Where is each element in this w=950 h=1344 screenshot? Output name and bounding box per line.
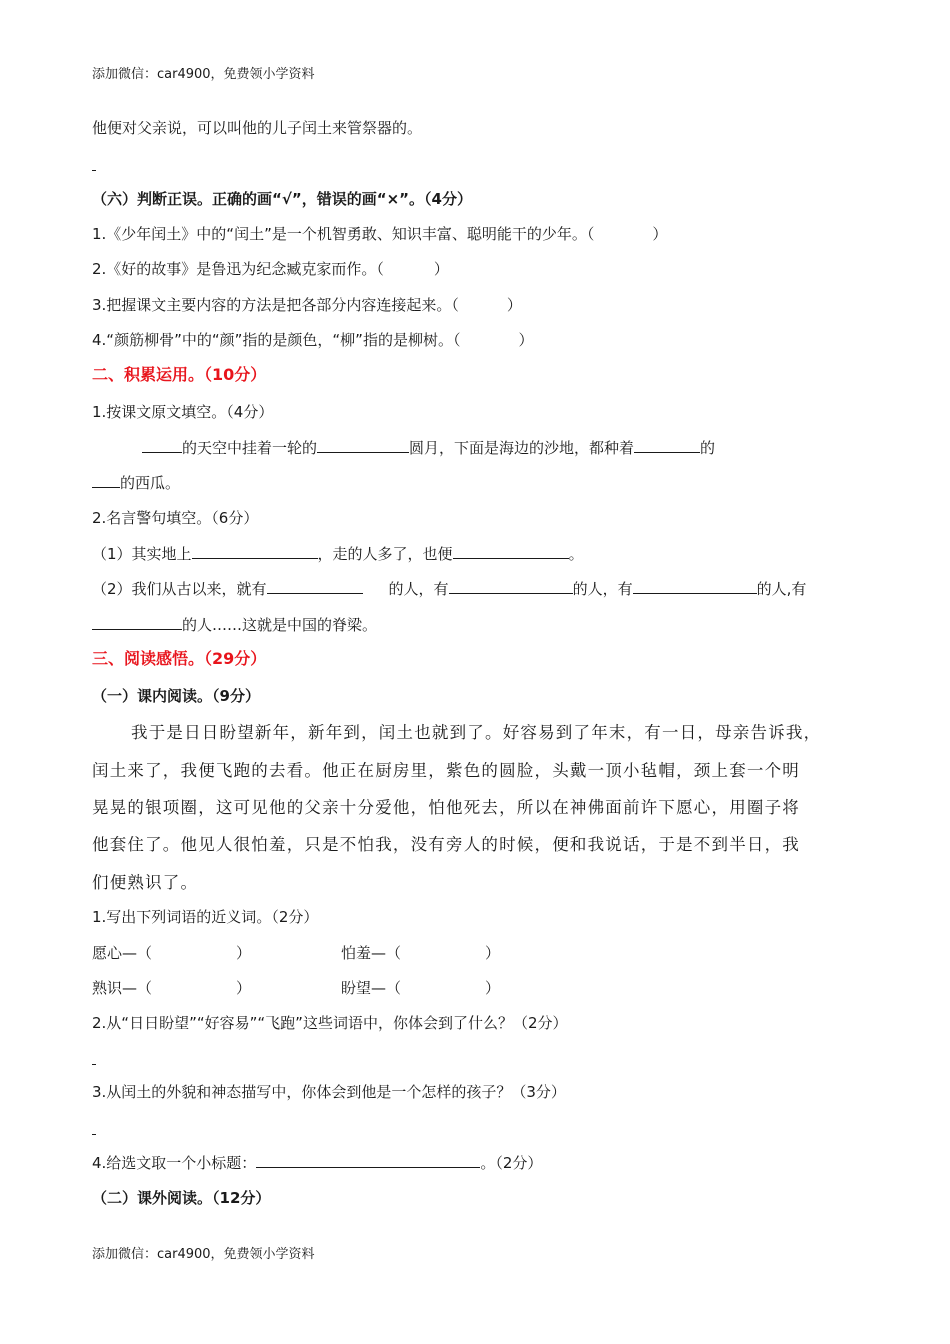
page-header: 添加微信：car4900，免费领小学资料	[92, 67, 315, 82]
synonym-question-title: 1.写出下列词语的近义词。（2分）	[92, 908, 319, 926]
answer-line-marker[interactable]	[92, 1134, 96, 1135]
judge-item-3: 3.把握课文主要内容的方法是把各部分内容连接起来。（ ）	[92, 296, 522, 314]
title-blank[interactable]	[256, 1152, 480, 1168]
answer-line-marker	[92, 170, 96, 171]
blank-5[interactable]	[192, 543, 318, 559]
quote-line-3: 的人……这就是中国的脊梁。	[92, 614, 377, 636]
judge-item-1: 1.《少年闰土》中的“闰土”是一个机智勇敢、知识丰富、聪明能干的少年。（ ）	[92, 225, 668, 243]
passage-line-4: 他套住了。他见人很怕羞，只是不怕我，没有旁人的时候，便和我说话，于是不到半日，我	[92, 835, 800, 854]
part6-title: （六）判断正误。正确的画“√”，错误的画“×”。（4分）	[92, 190, 472, 208]
blank-10[interactable]	[92, 614, 182, 630]
quote-question-title: 2.名言警句填空。（6分）	[92, 509, 259, 527]
blank-8[interactable]	[449, 578, 573, 594]
section2-title: 二、积累运用。（10分）	[92, 365, 267, 384]
fill-line-2: 的西瓜。	[92, 472, 180, 494]
quote-line-1: （1）其实地上 ，走的人多了，也便 。	[92, 545, 584, 563]
passage-line-2: 闰土来了，我便飞跑的去看。他正在厨房里，紫色的圆脸，头戴一顶小毡帽，颈上套一个明	[92, 761, 800, 780]
page-footer: 添加微信：car4900，免费领小学资料	[92, 1247, 315, 1262]
quote-line-2: （2）我们从古以来，就有 的人，有 的人，有 的人,有	[92, 580, 807, 598]
intro-line: 他便对父亲说，可以叫他的儿子闰土来管祭器的。	[92, 119, 423, 137]
synonym-1: 愿心—（ ）	[92, 944, 252, 962]
judge-item-4: 4.“颜筋柳骨”中的“颜”指的是颜色，“柳”指的是柳树。（ ）	[92, 331, 534, 349]
passage-line-1: 我于是日日盼望新年，新年到，闰土也就到了。好容易到了年末，有一日，母亲告诉我，	[131, 723, 822, 742]
section3-title: 三、阅读感悟。（29分）	[92, 649, 267, 668]
judge-item-2: 2.《好的故事》是鲁迅为纪念臧克家而作。（ ）	[92, 260, 449, 278]
reading1-title: （一）课内阅读。（9分）	[92, 687, 260, 705]
reading-question-3: 3.从闰土的外貌和神态描写中，你体会到他是一个怎样的孩子？（3分）	[92, 1083, 566, 1101]
synonym-4: 盼望—（ ）	[341, 979, 501, 997]
blank-6[interactable]	[453, 543, 569, 559]
reading2-title: （二）课外阅读。（12分）	[92, 1189, 271, 1207]
reading-question-4: 4.给选文取一个小标题： 。（2分）	[92, 1154, 543, 1172]
answer-line-marker[interactable]	[92, 1064, 96, 1065]
blank-7[interactable]	[267, 578, 363, 594]
fill-line-1: 的天空中挂着一轮的 圆月，下面是海边的沙地，都种着 的	[142, 437, 715, 459]
blank-2[interactable]	[317, 437, 409, 453]
blank-9[interactable]	[633, 578, 757, 594]
synonym-2: 怕羞—（ ）	[341, 944, 501, 962]
reading-question-2: 2.从“日日盼望”“好容易”“飞跑”这些词语中，你体会到了什么？（2分）	[92, 1014, 568, 1032]
blank-4[interactable]	[92, 472, 120, 488]
fill-question-title: 1.按课文原文填空。（4分）	[92, 403, 274, 421]
synonym-3: 熟识—（ ）	[92, 979, 252, 997]
passage-line-5: 们便熟识了。	[92, 873, 199, 892]
blank-3[interactable]	[634, 437, 700, 453]
passage-line-3: 晃晃的银项圈，这可见他的父亲十分爱他，怕他死去，所以在神佛面前许下愿心，用圈子将	[92, 798, 800, 817]
blank-1[interactable]	[142, 437, 182, 453]
